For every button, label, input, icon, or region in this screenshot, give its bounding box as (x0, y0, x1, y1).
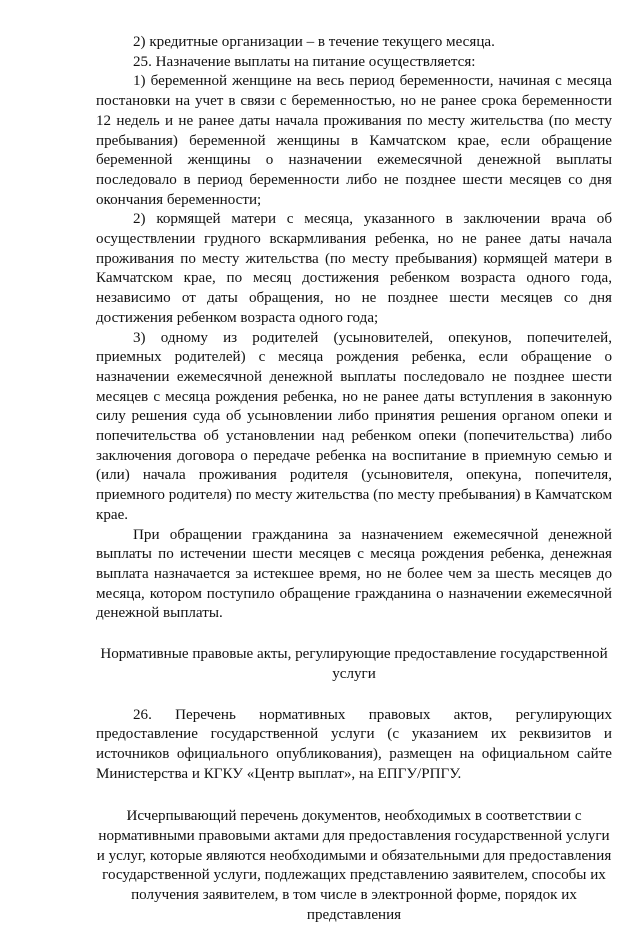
paragraph-item-24-2: 2) кредитные организации – в течение текущего месяца. (133, 34, 495, 50)
paragraph-item-25-2: 2) кормящей матери с месяца, указанного в заключении врача об осуществлении грудного вскармливания ребенка, но не ранее даты начала проживания по месту жительства (по месту пребывания) кормящей матери в Камчатском крае, по месяц достижения ребенком возраста одного года, независимо от даты обращения, но не позднее шести месяцев со дня достижения ребенком возраста одного года; (96, 211, 612, 326)
paragraph-item-26: 26. Перечень нормативных правовых актов, регулирующих предоставление государственной услуги (с указанием их реквизитов и источников официального опубликования), размещен на официальном сайте Министерства и КГКУ «Центр выплат», на ЕПГУ/РПГУ. (96, 706, 612, 782)
paragraph-item-25-1: 1) беременной женщине на весь период беременности, начиная с месяца постановки на учет в связи с беременностью, но не ранее срока беременности 12 недель и не ранее даты начала проживания по месту жительства (по месту пребывания) беременной женщины в Камчатском крае, если обращение беременной женщины о назначении ежемесячной денежной выплаты последовало в период беременности либо не позднее шести месяцев со дня окончания беременности; (96, 73, 612, 208)
paragraph-item-25-3: 3) одному из родителей (усыновителей, опекунов, попечителей, приемных родителей) с месяца рождения ребенка, если обращение о назначении ежемесячной денежной выплаты последовало не позднее шести месяцев с месяца рождения ребенка, но не ранее даты вступления в законную силу решения суда об усыновлении либо принятия решения органом опеки и попечительства об установлении над ребенком опеки (попечительства) либо заключения договора о передаче ребенка на воспитание в приемную семью и (или) начала проживания родителя (усыновителя, опекуна, попечителя, приемного родителя) по месту жительства (по месту пребывания) в Камчатском крае. (96, 329, 612, 523)
section-heading-documents-list: Исчерпывающий перечень документов, необходимых в соответствии с нормативными правовыми актами для предоставления государственной услуги и услуг, которые являются необходимыми и обязательными для предоставления государственной услуги, подлежащих представлению заявителем, способы их получения заявителем, в том числе в электронной форме, порядок их представления (96, 808, 612, 923)
spacer (96, 784, 612, 807)
spacer (96, 624, 612, 645)
section-heading-normative-acts: Нормативные правовые акты, регулирующие предоставление государственной услуги (100, 646, 608, 682)
paragraph-late-application: При обращении гражданина за назначением ежемесячной денежной выплаты по истечении шести месяцев с месяца рождения ребенка, денежная выплата назначается за истекшее время, но не более чем за шесть месяцев до месяца, котором поступило обращение гражданина о назначении ежемесячной денежной выплаты. (96, 526, 612, 622)
spacer (96, 685, 612, 706)
paragraph-item-25: 25. Назначение выплаты на питание осуществляется: (133, 53, 476, 70)
